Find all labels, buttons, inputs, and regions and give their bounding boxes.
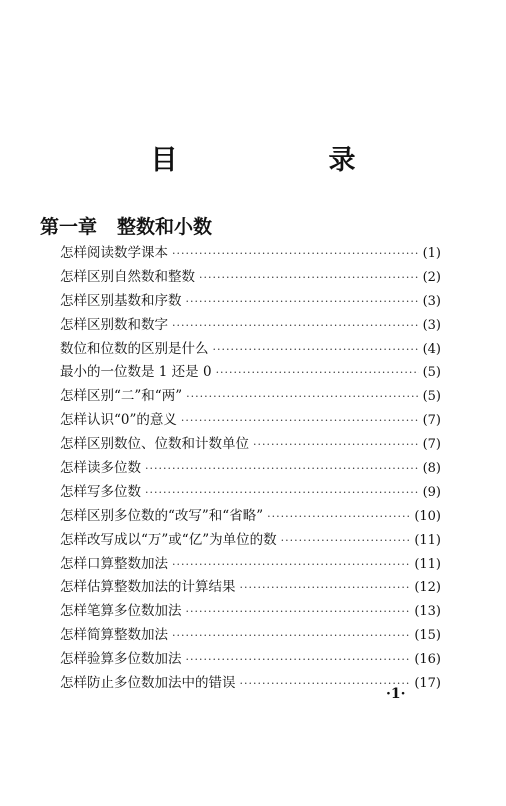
- dot-leader: [213, 338, 419, 362]
- toc-entry[interactable]: [60, 648, 441, 672]
- toc-entry-page: (4): [422, 341, 441, 357]
- dot-leader: [186, 600, 411, 624]
- toc-entry-title: 怎样区别多位数的“改写”和“省略”: [60, 507, 264, 524]
- toc-entry[interactable]: [60, 338, 441, 362]
- toc-entry-page: (15): [414, 628, 441, 644]
- toc-entry-page: (17): [414, 676, 441, 692]
- toc-entry-title: 最小的一位数是 1 还是 0: [60, 364, 212, 381]
- toc-entry-title: 怎样阅读数学课本: [60, 245, 168, 261]
- toc-entry-page: (5): [422, 389, 441, 405]
- toc-entry-page: (7): [422, 437, 441, 453]
- dot-leader: [267, 505, 410, 529]
- toc-entry-page: (13): [414, 604, 441, 620]
- toc-entry[interactable]: [60, 385, 441, 409]
- toc-entry[interactable]: [60, 576, 441, 600]
- toc-entry-title: 数位和位数的区别是什么: [60, 340, 209, 357]
- toc-entry-page: (9): [422, 484, 441, 500]
- toc-entry-title: 怎样改写成以“万”或“亿”为单位的数: [60, 531, 277, 548]
- dot-leader: [216, 361, 419, 385]
- toc-entry-title: 怎样简算整数加法: [60, 627, 168, 644]
- toc-entry-title: 怎样区别数和数字: [60, 316, 168, 333]
- toc-entry-page: (11): [414, 556, 441, 572]
- toc-entry-title: 怎样区别基数和序数: [60, 292, 182, 309]
- toc-entry-title: 怎样写多位数: [60, 483, 141, 500]
- toc-entry-page: (2): [422, 269, 441, 285]
- toc-entry[interactable]: [60, 409, 441, 433]
- dot-leader: [186, 648, 411, 672]
- toc-entry-title: 怎样区别自然数和整数: [60, 268, 195, 285]
- toc-entry-title: 怎样验算多位数加法: [60, 651, 182, 668]
- chapter-number: 第一章: [40, 216, 98, 238]
- toc-entry[interactable]: [60, 457, 441, 481]
- toc-entry[interactable]: [60, 672, 441, 696]
- toc-entry-title: 怎样口算整数加法: [60, 555, 168, 572]
- dot-leader: [145, 481, 419, 505]
- toc-entry[interactable]: [60, 553, 441, 577]
- toc-entry-page: (12): [414, 580, 441, 596]
- dot-leader: [172, 314, 419, 338]
- dot-leader: [181, 409, 419, 433]
- toc-entry[interactable]: [60, 624, 441, 648]
- dot-leader: [253, 433, 419, 457]
- toc-entry-page: (3): [422, 317, 441, 333]
- toc-entry[interactable]: [60, 505, 441, 529]
- dot-leader: [186, 385, 418, 409]
- toc-entry[interactable]: [60, 266, 441, 290]
- page-title: 目 录: [150, 145, 418, 176]
- toc-entry-page: (1): [422, 246, 441, 261]
- dot-leader: [199, 266, 419, 290]
- toc-entry[interactable]: [60, 481, 441, 505]
- toc-entry-page: (5): [422, 365, 441, 381]
- dot-leader: [240, 672, 411, 696]
- toc-entry-title: 怎样估算整数加法的计算结果: [60, 579, 236, 596]
- toc-entry-page: (16): [414, 652, 441, 668]
- chapter-title: 整数和小数: [117, 216, 213, 238]
- dot-leader: [186, 290, 419, 314]
- toc-entry-page: (8): [422, 461, 441, 477]
- toc-entry-title: 怎样区别“二”和“两”: [60, 388, 183, 405]
- toc-entry-page: (7): [422, 413, 441, 429]
- toc-entry-title: 怎样认识“0”的意义: [60, 412, 177, 429]
- dot-leader: [172, 242, 419, 266]
- dot-leader: [172, 553, 410, 577]
- chapter-heading: [40, 212, 212, 239]
- toc-entry[interactable]: [60, 314, 441, 338]
- toc-entry[interactable]: [60, 529, 441, 553]
- toc-entry[interactable]: [60, 242, 441, 266]
- toc-entry-title: 怎样防止多位数加法中的错误: [60, 675, 236, 692]
- toc-list: [60, 242, 441, 696]
- toc-entry-title: 怎样读多位数: [60, 460, 141, 477]
- dot-leader: [145, 457, 419, 481]
- dot-leader: [281, 529, 411, 553]
- toc-entry-title: 怎样笔算多位数加法: [60, 603, 182, 620]
- toc-entry-page: (11): [414, 532, 441, 548]
- toc-entry-title: 怎样区别数位、位数和计数单位: [60, 436, 249, 453]
- toc-entry[interactable]: [60, 433, 441, 457]
- dot-leader: [172, 624, 410, 648]
- toc-entry[interactable]: [60, 600, 441, 624]
- toc-entry-page: (3): [422, 293, 441, 309]
- toc-entry-page: (10): [414, 508, 441, 524]
- toc-entry[interactable]: [60, 290, 441, 314]
- toc-entry[interactable]: [60, 361, 441, 385]
- dot-leader: [240, 576, 411, 600]
- page-number: ·1·: [386, 686, 406, 702]
